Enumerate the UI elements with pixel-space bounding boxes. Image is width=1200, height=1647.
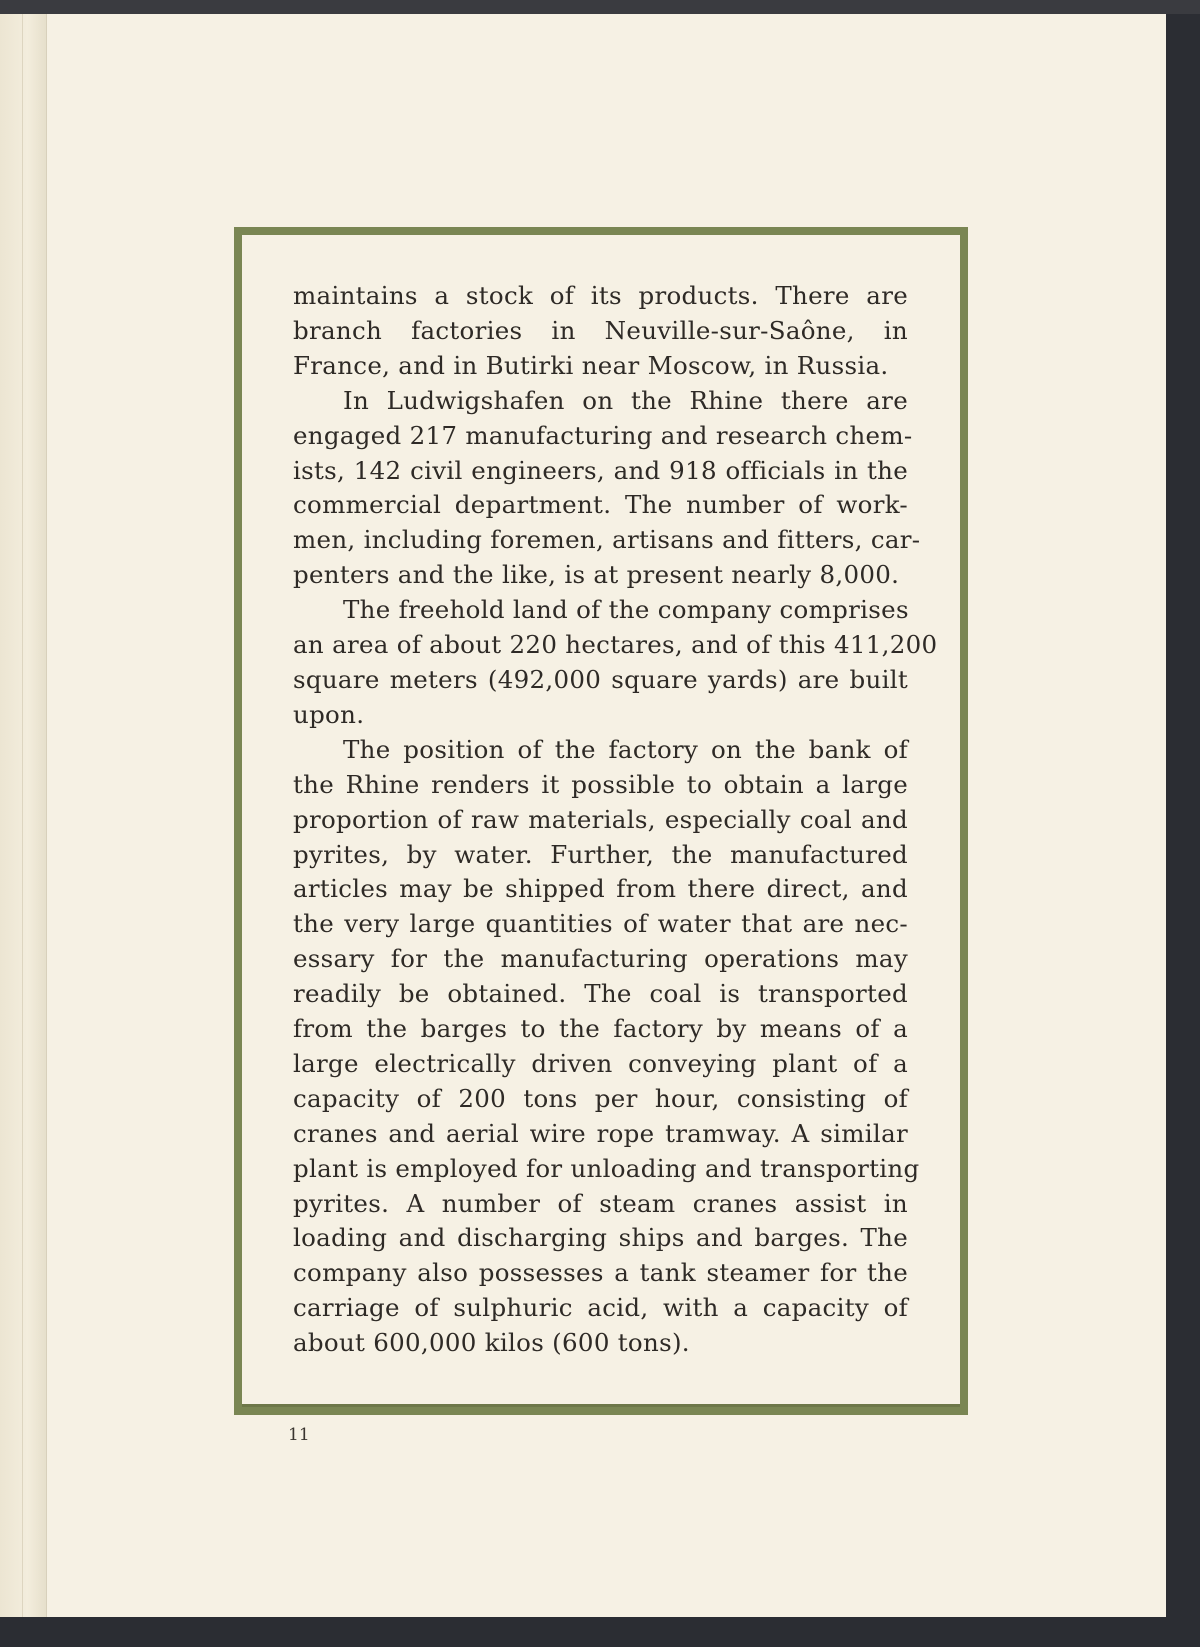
text-line: penters and the like, is at present nearly 8,000.: [293, 560, 900, 590]
text-line: cranes and aerial wire rope tramway. A similar: [293, 1118, 908, 1148]
text-line: large electrically driven conveying plant of a: [293, 1048, 908, 1078]
text-line: from the barges to the factory by means of a: [293, 1014, 908, 1044]
text-line: The position of the factory on the bank of: [343, 734, 908, 764]
text-line: pyrites, by water. Further, the manufactured: [293, 839, 908, 869]
text-line: upon.: [293, 699, 365, 729]
text-line: branch factories in Neuville-sur-Saône, in: [293, 315, 908, 345]
text-line: loading and discharging ships and barges. The: [293, 1223, 908, 1253]
page-number: 11: [288, 1425, 310, 1445]
text-line: proportion of raw materials, especially coal and: [293, 804, 908, 834]
text-line: commercial department. The number of work-: [293, 490, 908, 520]
text-line: plant is employed for unloading and transporting: [293, 1153, 920, 1183]
text-line: pyrites. A number of steam cranes assist in: [293, 1188, 908, 1218]
gutter-line: [22, 14, 23, 1617]
text-line: men, including foremen, artisans and fitters, car-: [293, 525, 921, 555]
text-line: the very large quantities of water that are nec-: [293, 909, 908, 939]
page-gutter: [0, 14, 47, 1617]
text-line: capacity of 200 tons per hour, consisting of: [293, 1083, 908, 1113]
text-line: the Rhine renders it possible to obtain a large: [293, 769, 908, 799]
text-line: In Ludwigshafen on the Rhine there are: [343, 385, 908, 415]
text-line: readily be obtained. The coal is transported: [293, 979, 908, 1009]
text-line: about 600,000 kilos (600 tons).: [293, 1328, 690, 1358]
text-line: company also possesses a tank steamer for the: [293, 1258, 908, 1288]
text-line: maintains a stock of its products. There are: [293, 281, 908, 310]
text-line: engaged 217 manufacturing and research chem-: [293, 420, 913, 450]
text-line: carriage of sulphuric acid, with a capacity of: [293, 1293, 908, 1323]
text-line: The freehold land of the company comprises: [343, 595, 909, 625]
text-line: essary for the manufacturing operations may: [293, 944, 908, 974]
scan-background: [0, 0, 1200, 14]
text-line: articles may be shipped from there direct, and: [293, 874, 908, 904]
text-line: an area of about 220 hectares, and of this 411,200: [293, 630, 938, 660]
body-text: [293, 279, 938, 1361]
text-line: France, and in Butirki near Moscow, in Russia.: [293, 350, 889, 380]
text-line: ists, 142 civil engineers, and 918 officials in the: [293, 455, 908, 485]
text-line: square meters (492,000 square yards) are built: [293, 664, 908, 694]
